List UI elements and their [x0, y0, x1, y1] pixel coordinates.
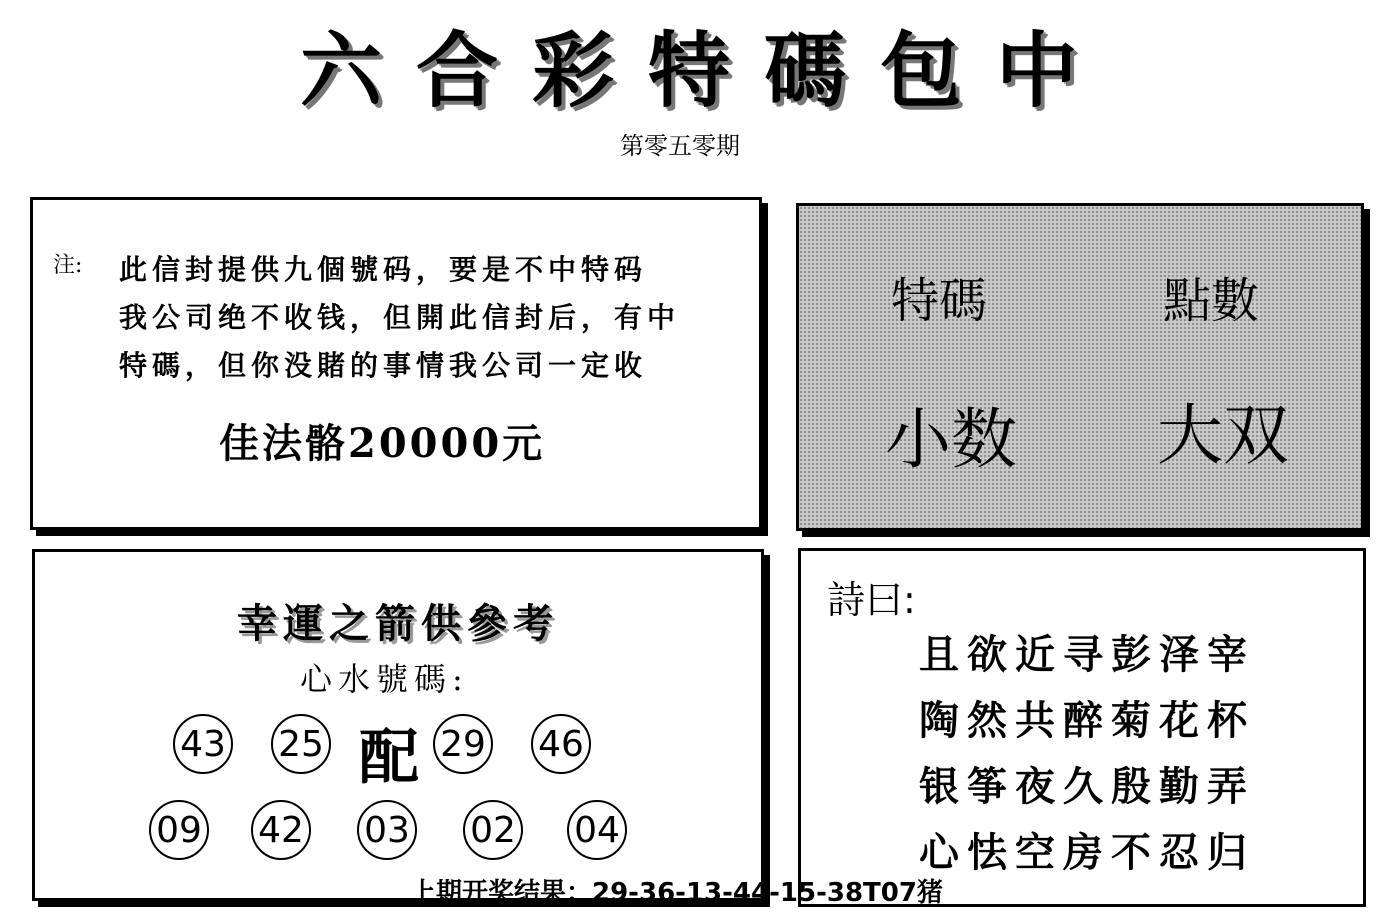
- title-char: 碼: [763, 22, 848, 119]
- number-ball: 46: [531, 714, 591, 774]
- number-ball: 42: [251, 800, 311, 860]
- lucky-title: 幸運之箭供參考: [237, 600, 559, 647]
- number-ball: 09: [149, 800, 209, 860]
- number-ball: 02: [463, 800, 523, 860]
- poem-label: 詩曰:: [827, 578, 916, 622]
- tema-label: 特碼: [891, 273, 988, 329]
- poem-line: 银筝夜久殷勤弄: [919, 763, 1255, 810]
- notice-line: 我公司绝不收钱，但開此信封后，有中: [119, 301, 681, 334]
- title-char: 特: [647, 22, 732, 119]
- lucky-subtitle: 心水號碼:: [300, 660, 469, 698]
- last-draw-result: 上期开奖结果：29-36-13-44-15-38T07猪: [410, 878, 943, 908]
- lucky-numbers-panel: [32, 549, 764, 901]
- number-ball: 29: [433, 714, 493, 774]
- dianshu-value: 大双: [1157, 397, 1289, 474]
- number-ball: 03: [357, 800, 417, 860]
- title-char: 合: [415, 22, 500, 119]
- title-char: 包: [879, 22, 964, 119]
- poem-panel: [798, 548, 1366, 907]
- notice-label: 注:: [53, 253, 83, 278]
- dianshu-label: 點數: [1163, 273, 1260, 329]
- notice-line: 特碼，但你没賭的事情我公司一定收: [119, 349, 648, 382]
- issue-number: 第零五零期: [620, 132, 740, 160]
- notice-panel: [30, 197, 762, 530]
- title-char: 中: [995, 22, 1080, 119]
- page-title: [300, 14, 1080, 119]
- notice-line: 此信封提供九個號码，要是不中特码: [119, 253, 648, 286]
- poem-line: 且欲近寻彭泽宰: [919, 631, 1255, 678]
- poem-line: 心怯空房不忍归: [919, 829, 1255, 876]
- pei-character: 配: [359, 723, 419, 793]
- title-char: 六: [300, 22, 385, 119]
- number-ball: 25: [271, 714, 331, 774]
- tema-value: 小数: [885, 401, 1017, 478]
- number-ball: 43: [173, 714, 233, 774]
- compensation-amount: 佳法骼20000元: [219, 420, 546, 467]
- tema-panel: [796, 203, 1364, 531]
- title-char: 彩: [531, 22, 616, 119]
- poem-line: 陶然共醉菊花杯: [919, 697, 1255, 744]
- number-ball: 04: [567, 800, 627, 860]
